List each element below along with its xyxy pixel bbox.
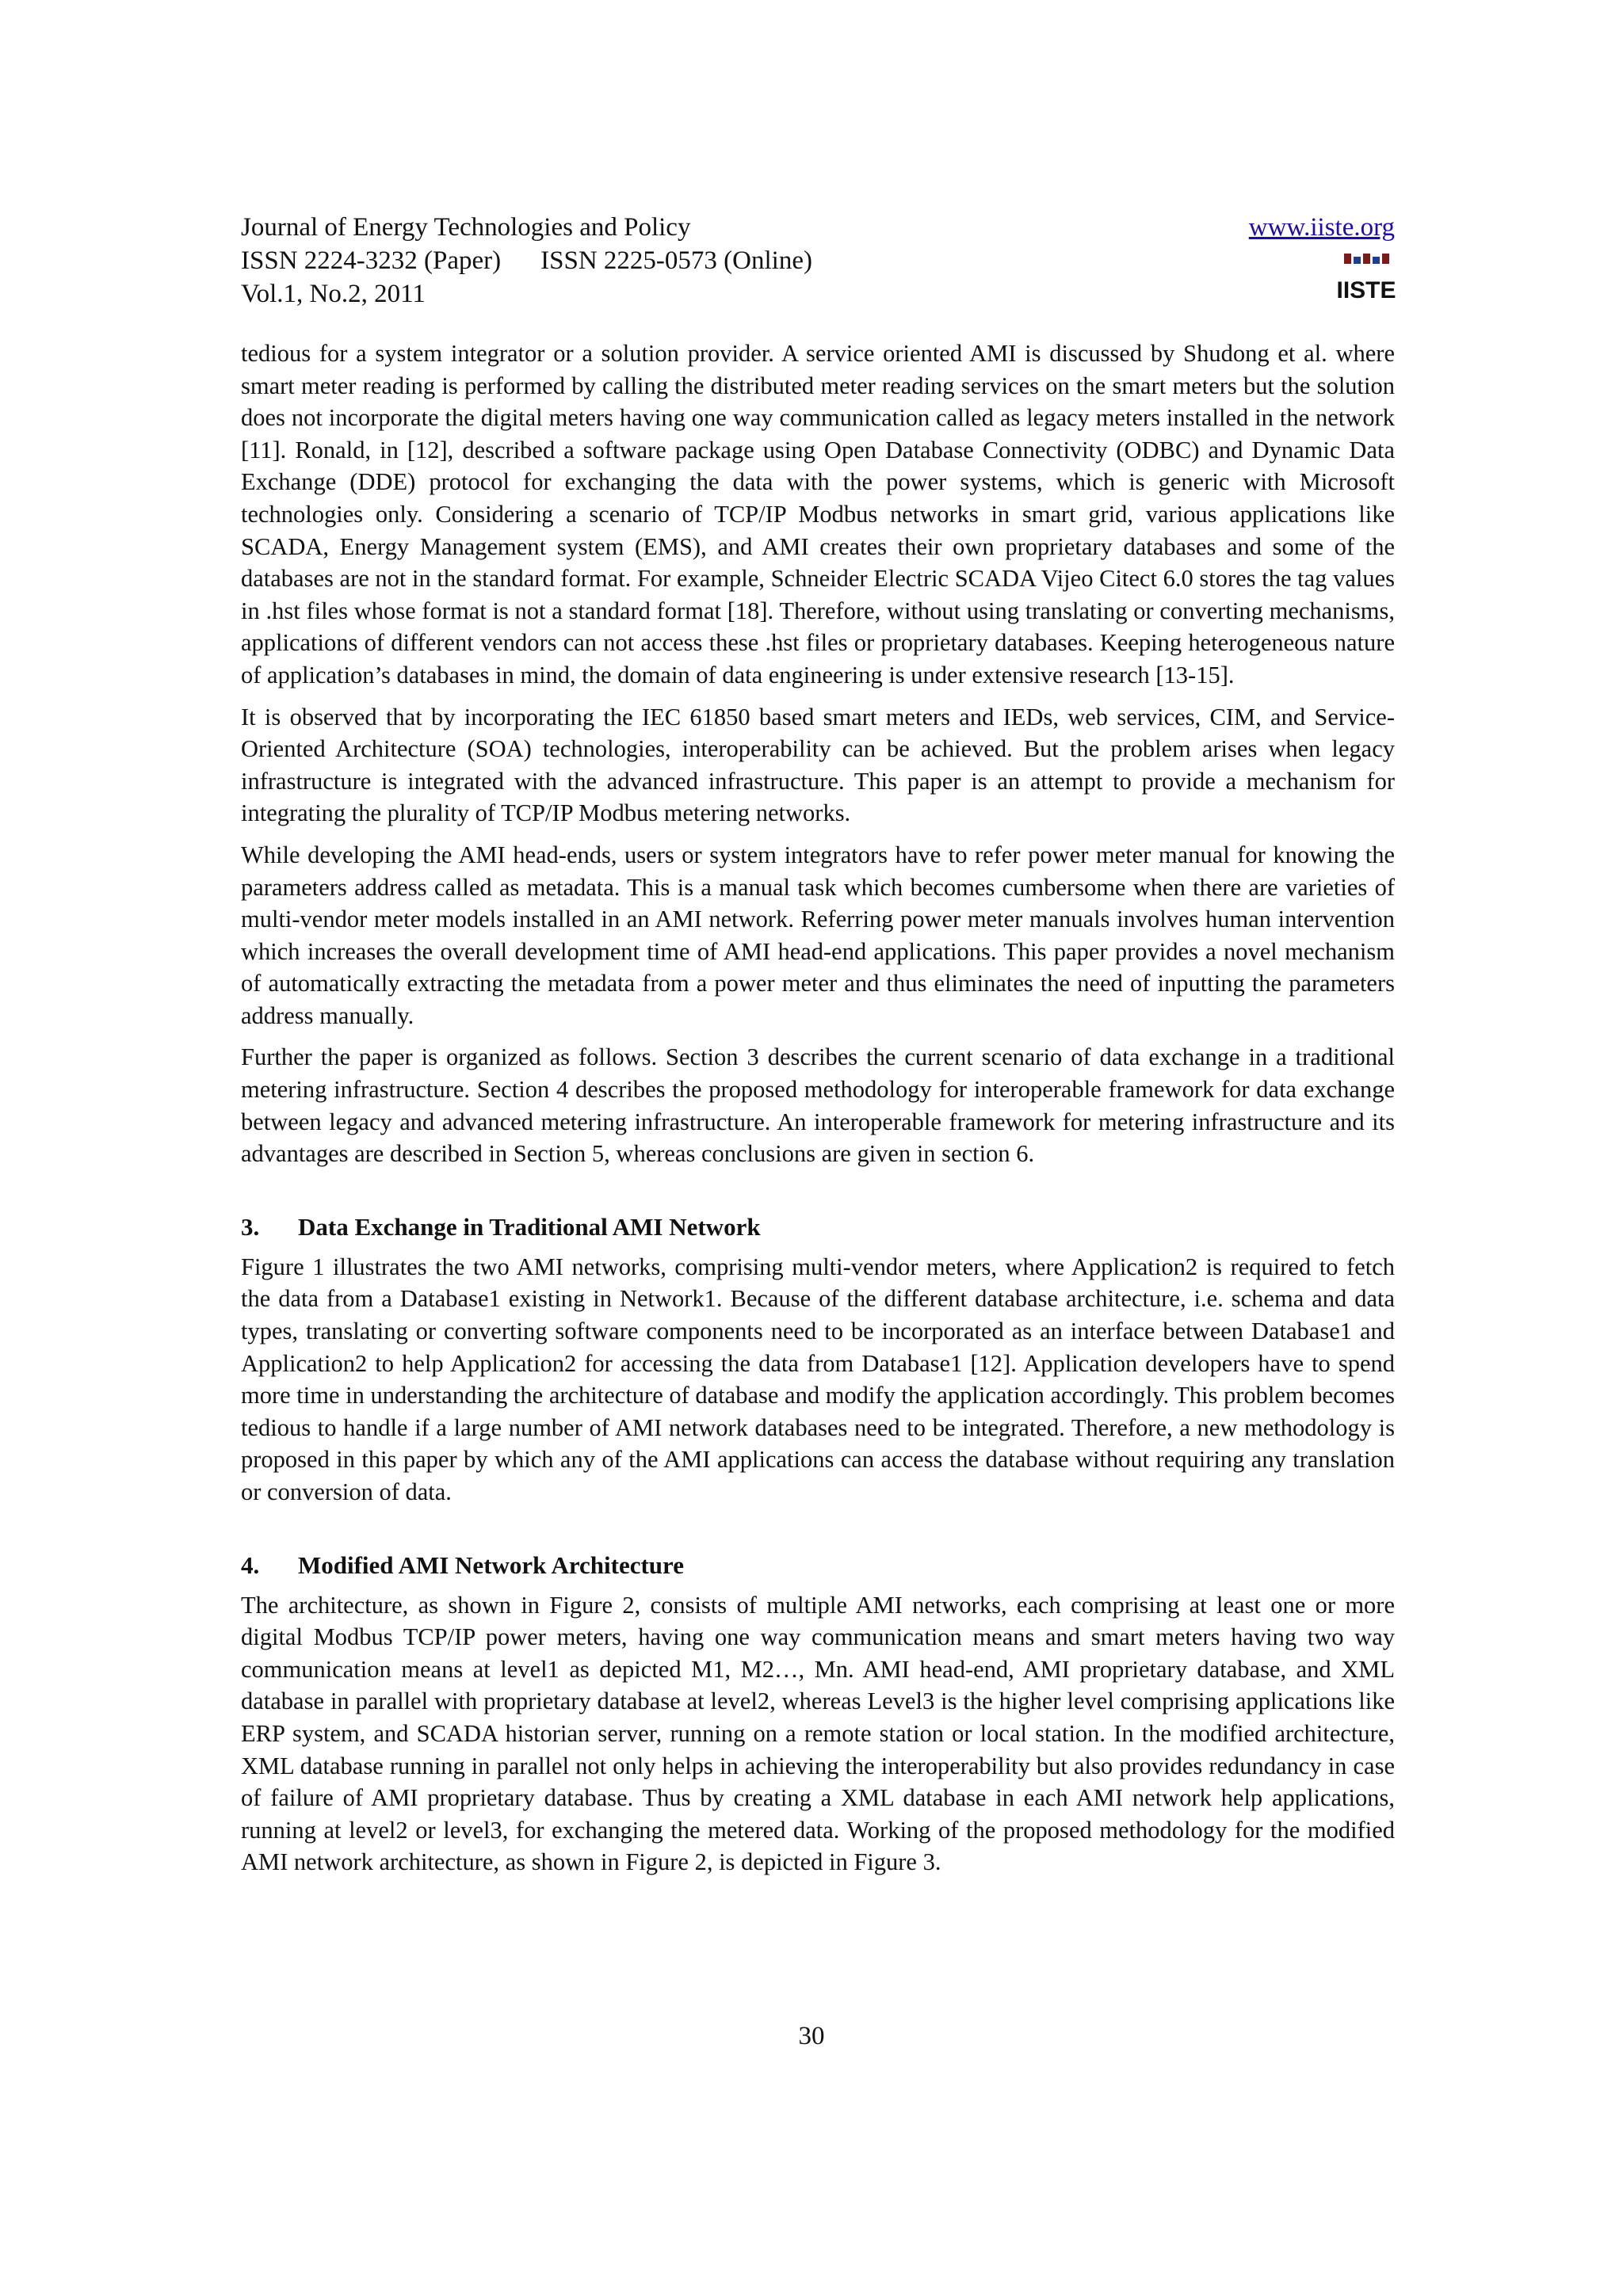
intro-paragraph-1: tedious for a system integrator or a solution provider. A service oriented AMI is discussed by Shudong et al. where smart meter reading is performed by calling the distributed meter reading services on the smart meters but the solution does not incorporate the digital meters having one way communication called as legacy meters installed in the network [11]. Ronald, in [12], described a software package using Open Database Connectivity (ODBC) and Dynamic Data Exchange (DDE) protocol for exchanging the data with the power systems, which is generic with Microsoft technologies only. Considering a scenario of TCP/IP Modbus networks in smart grid, various applications like SCADA, Energy Management system (EMS), and AMI creates their own proprietary databases and some of the databases are not in the standard format. For example, Schneider Electric SCADA Vijeo Citect 6.0 stores the tag values in .hst files whose format is not a standard format [18]. Therefore, without using translating or converting mechanisms, applications of different vendors can not access these .hst files or proprietary databases. Keeping heterogeneous nature of application’s databases in mind, the domain of data engineering is under extensive research [13-15]. [241, 340, 1395, 688]
section-4-heading [241, 1550, 1395, 1581]
issn-paper: ISSN 2224-3232 (Paper) [241, 246, 502, 275]
section-4-paragraph: The architecture, as shown in Figure 2, consists of multiple AMI networks, each comprising at least one or more digital Modbus TCP/IP power meters, having one way communication means and smart meters having two way communication means at level1 as depicted M1, M2…, Mn. AMI head-end, AMI proprietary database, and XML database in parallel with proprietary database at level2, whereas Level3 is the higher level comprising applications like ERP system, and SCADA historian server, running on a remote station or local station. In the modified architecture, XML database running in parallel not only helps in achieving the interoperability but also provides redundancy in case of failure of AMI proprietary database. Thus by creating a XML database in each AMI network help applications, running at level2 or level3, for exchanging the metered data. Working of the proposed methodology for the modified AMI network architecture, as shown in Figure 2, is depicted in Figure 3. [241, 1591, 1395, 1876]
section-3-paragraph: Figure 1 illustrates the two AMI networks, comprising multi-vendor meters, where Application2 is required to fetch the data from a Database1 existing in Network1. Because of the different database architecture, i.e. schema and data types, translating or converting software components need to be incorporated as an interface between Database1 and Application2 to help Application2 for accessing the data from Database1 [12]. Application developers have to spend more time in understanding the architecture of database and modify the application accordingly. This problem becomes tedious to handle if a large number of AMI network databases need to be integrated. Therefore, a new methodology is proposed in this paper by which any of the AMI applications can access the database without requiring any translation or conversion of data. [241, 1253, 1395, 1505]
article-body [241, 338, 1395, 1888]
issn-line [241, 244, 1395, 277]
issn-online: ISSN 2225-0573 (Online) [540, 246, 812, 275]
intro-paragraph-4: Further the paper is organized as follows. Section 3 describes the current scenario of data exchange in a traditional metering infrastructure. Section 4 describes the proposed methodology for interoperable framework for data exchange between legacy and advanced metering infrastructure. An interoperable framework for metering infrastructure and its advantages are described in Section 5, whereas conclusions are given in section 6. [241, 1043, 1395, 1168]
iiste-logo-icon [1336, 250, 1396, 306]
section-3-number: 3. [241, 1212, 260, 1241]
section-3-title: Data Exchange in Traditional AMI Network [298, 1212, 761, 1241]
section-3-heading [241, 1211, 1395, 1243]
volume-info: Vol.1, No.2, 2011 [241, 280, 426, 308]
intro-paragraph-2: It is observed that by incorporating the IEC 61850 based smart meters and IEDs, web services, CIM, and Service-Oriented Architecture (SOA) technologies, interoperability can be achieved. But the problem arises when legacy infrastructure is integrated with the advanced infrastructure. This paper is an attempt to provide a mechanism for integrating the plurality of TCP/IP Modbus metering networks. [241, 703, 1395, 827]
logo-text: IISTE [1336, 277, 1396, 303]
website-link[interactable]: www.iiste.org [1248, 213, 1395, 242]
section-4-number: 4. [241, 1550, 260, 1579]
section-4-title: Modified AMI Network Architecture [298, 1550, 685, 1579]
page-header [241, 211, 1395, 314]
journal-title: Journal of Energy Technologies and Policy [241, 213, 691, 242]
page-number: 30 [798, 2022, 825, 2050]
intro-paragraph-3: While developing the AMI head-ends, users or system integrators have to refer power meter manual for knowing the parameters address called as metadata. This is a manual task which becomes cumbersome when there are varieties of multi-vendor meter models installed in an AMI network. Referring power meter manuals involves human intervention which increases the overall development time of AMI head-end applications. This paper provides a novel mechanism of automatically extracting the metadata from a power meter and thus eliminates the need of inputting the parameters address manually. [241, 841, 1395, 1029]
journal-info [241, 211, 1395, 311]
